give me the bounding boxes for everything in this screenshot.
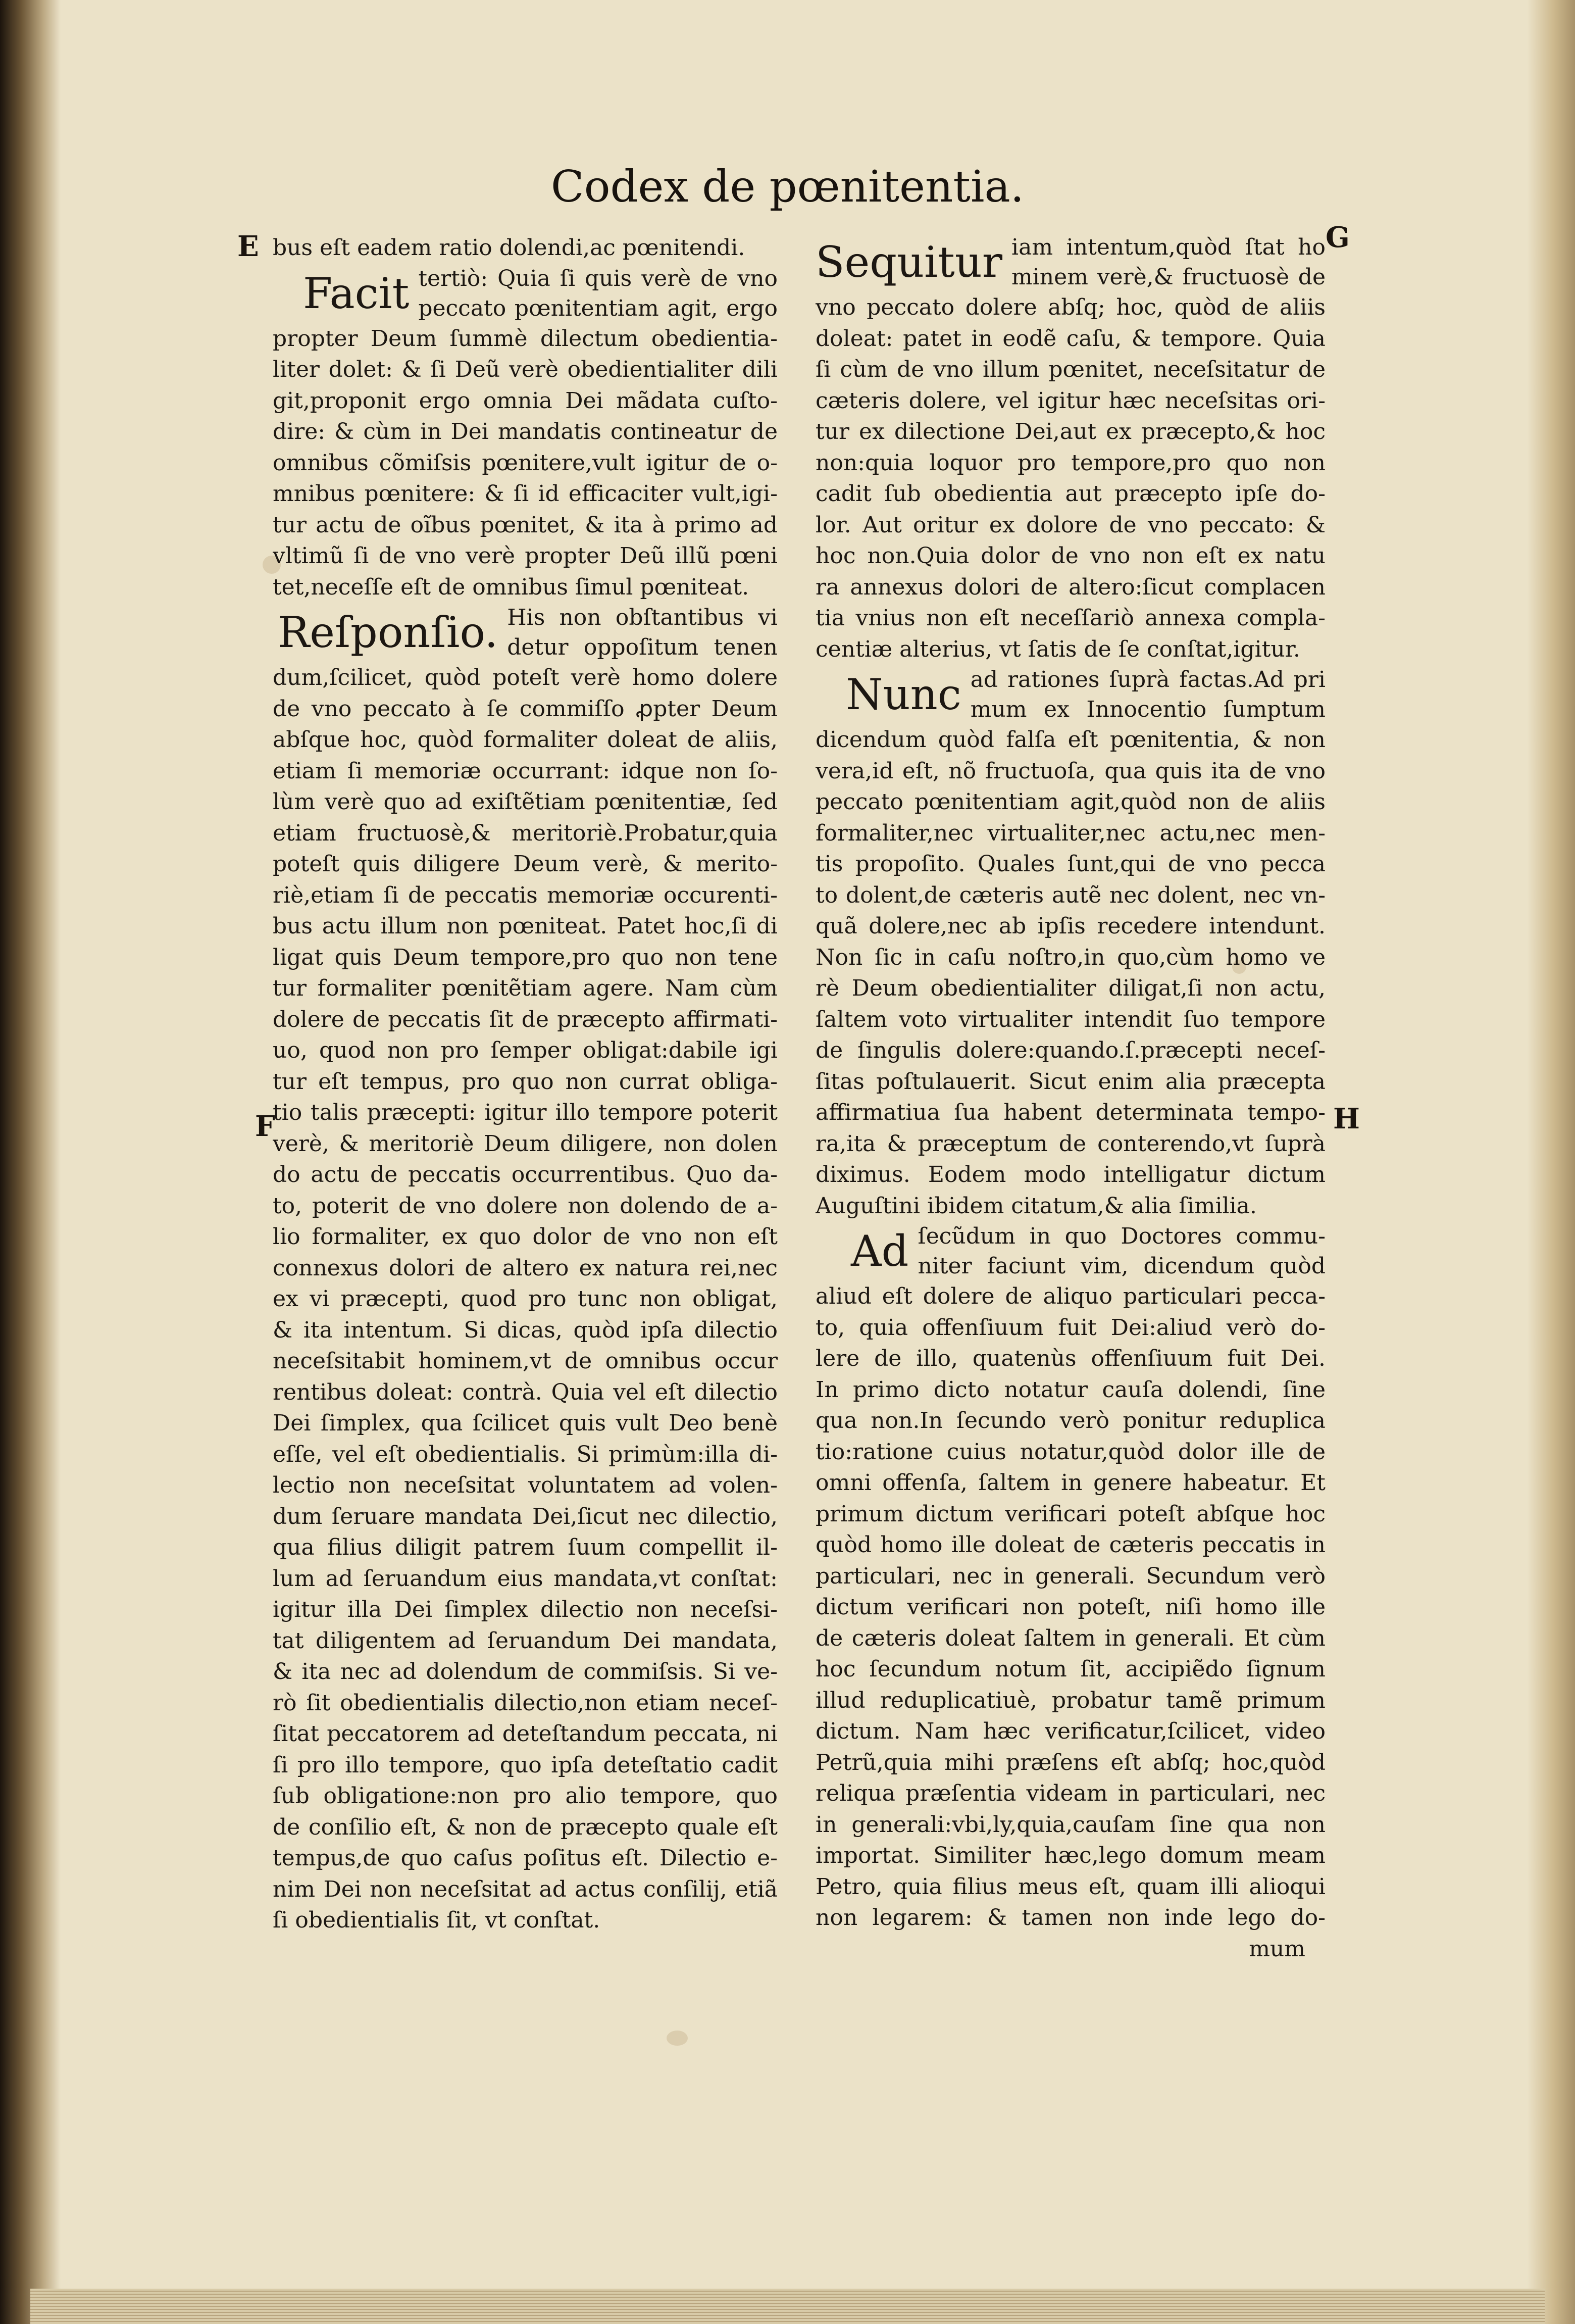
text-line: ex vi præcepti, quod pro tunc non obligat, <box>273 1286 778 1312</box>
text-line: hoc ſecundum notum ſit, accipiẽdo ſignum <box>816 1656 1326 1682</box>
text-line: & ita nec ad dolendum de commiſsis. Si ve- <box>273 1659 778 1685</box>
text-line: tur eſt tempus, pro quo non currat obliga- <box>273 1068 778 1095</box>
text-line: Dei ſimplex, qua ſcilicet quis vult Deo benè <box>273 1410 778 1436</box>
text-line: Auguſtini ibidem citatum,& alia ſimilia. <box>816 1193 1257 1219</box>
text-line: cæteris dolere, vel igitur hæc neceſsitas ori- <box>816 387 1326 414</box>
text-line: vltimũ ſi de vno verè propter Deũ illũ pœni <box>273 543 778 569</box>
text-line: dum ſeruare mandata Dei,ſicut nec dilectio, <box>273 1503 778 1529</box>
text-line: etiam fructuosè,& meritoriè.Probatur,quia <box>273 820 778 846</box>
text-line: quã dolere,nec ab ipſis recedere intendunt. <box>816 913 1326 939</box>
text-line: importat. Similiter hæc,lego domum meam <box>816 1843 1326 1868</box>
text-line: ſitas poſtulauerit. Sicut enim alia præcepta <box>816 1068 1326 1095</box>
text-line: do actu de peccatis occurrentibus. Quo da- <box>273 1162 778 1188</box>
text-line: ſub obligatione:non pro alio tempore, quo <box>273 1783 778 1809</box>
text-line: Petro, quia filius meus eſt, quam illi alioqui <box>816 1873 1326 1900</box>
head-lines <box>918 1221 1326 1281</box>
head-lines <box>418 264 778 323</box>
paragraph-head-sequitur <box>816 232 1326 292</box>
text-line: quòd homo ille doleat de cæteris peccatis in <box>816 1532 1326 1558</box>
head-lines <box>1011 232 1326 292</box>
text-line: abſque hoc, quòd formaliter doleat de aliis, <box>273 727 778 753</box>
text-line: aliud eſt dolere de aliquo particulari pecca- <box>816 1283 1326 1309</box>
text-line: igitur illa Dei ſimplex dilectio non neceſsi- <box>273 1597 778 1622</box>
paragraph-body <box>816 292 1326 665</box>
binding-shadow <box>0 0 61 2324</box>
text-line: ſaltem voto virtualiter intendit ſuo tempore <box>816 1006 1326 1032</box>
text-line: liter dolet: & ſi Deũ verè obedientialiter dili <box>273 357 778 382</box>
text-line: bus eſt eadem ratio dolendi,ac pœnitendi. <box>273 235 745 261</box>
text-line: Petrũ,quia mihi præſens eſt abſq; hoc,quòd <box>816 1749 1326 1775</box>
text-line: propter Deum ſummè dilectum obedientia- <box>273 325 778 352</box>
marginal-letter-e: E <box>237 230 259 263</box>
text-line: tet,neceſſe eſt de omnibus ſimul pœniteat. <box>273 574 749 600</box>
text-line: dictum. Nam hæc verificatur,ſcilicet, video <box>816 1718 1326 1744</box>
paragraph-head-facit <box>273 264 778 323</box>
head-word: Nunc <box>846 670 961 719</box>
text-line: ra annexus dolori de altero:ſicut complacen <box>816 574 1326 600</box>
page-stack-edge <box>30 2289 1545 2324</box>
text-line: ſecũdum in quo Doctores commu- <box>918 1223 1326 1249</box>
text-line: de ſingulis dolere:quando.ſ.præcepti neceſ- <box>816 1037 1326 1063</box>
text-line: dire: & cùm in Dei mandatis contineatur de <box>273 419 778 444</box>
text-line: de vno peccato à ſe commiſſo ꝓpter Deum <box>273 696 778 722</box>
text-line: detur oppoſitum tenen <box>507 634 778 660</box>
text-line: hoc non.Quia dolor de vno non eſt ex natu <box>816 543 1326 569</box>
head-lines <box>971 665 1326 724</box>
text-line: ſi pro illo tempore, quo ipſa deteſtatio cadit <box>273 1752 778 1778</box>
head-lines <box>507 603 778 662</box>
text-line: peccato pœnitentiam agit,quòd non de aliis <box>816 789 1326 815</box>
marginal-letter-g: G <box>1326 221 1350 254</box>
text-line: rò ſit obedientialis dilectio,non etiam neceſ- <box>273 1690 778 1716</box>
text-line: non legarem: & tamen non inde lego do- <box>816 1905 1326 1931</box>
foxing-spot <box>667 2031 688 2046</box>
text-line: qua non.In ſecundo verò ponitur reduplica <box>816 1408 1326 1433</box>
page-edge <box>1527 0 1575 2324</box>
text-line: ligat quis Deum tempore,pro quo non tene <box>273 944 778 970</box>
text-line: tur actu de oĩbus pœnitet, & ita à primo ad <box>273 512 778 538</box>
text-line: tio talis præcepti: igitur illo tempore poterit <box>273 1100 778 1125</box>
text-line: poteſt quis diligere Deum verè, & merito- <box>273 851 778 877</box>
text-line: in generali:vbi,ly,quia,cauſam ſine qua non <box>816 1811 1326 1838</box>
text-line: etiam ſi memoriæ occurrant: idque non ſo- <box>273 758 778 784</box>
text-line: riè,etiam ſi de peccatis memoriæ occurenti- <box>273 882 778 908</box>
text-line: reliqua præſentia videam in particulari, nec <box>816 1781 1326 1806</box>
text-line: ſi obedientialis ſit, vt conſtat. <box>273 1907 600 1933</box>
text-line: tis propoſito. Quales ſunt,qui de vno pecca <box>816 851 1326 877</box>
paragraph-body <box>273 662 778 1936</box>
paragraph-head-ad <box>816 1221 1326 1281</box>
text-line: vera,id eſt, nõ fructuoſa, qua quis ita de vno <box>816 758 1326 784</box>
text-line: uo, quod non pro ſemper obligat:dabile igi <box>273 1037 778 1063</box>
text-line: tur ex dilectione Dei,aut ex præcepto,& hoc <box>816 419 1326 444</box>
text-line: iam intentum,quòd ſtat ho <box>1011 234 1326 260</box>
text-line: mum ex Innocentio ſumptum <box>970 697 1326 722</box>
head-word: Reſponſio. <box>278 608 498 657</box>
text-line: Non ſic in caſu noſtro,in quo,cùm homo ve <box>816 944 1326 970</box>
text-line: eſſe, vel eſt obedientialis. Si primùm:illa di- <box>273 1441 778 1467</box>
text-line: peccato pœnitentiam agit, ergo <box>418 295 778 321</box>
text-line: niter faciunt vim, dicendum quòd <box>918 1253 1326 1279</box>
paragraph-body <box>273 323 778 603</box>
paragraph-head-responsio <box>273 603 778 662</box>
text-line: ſitat peccatorem ad deteſtandum peccata, ni <box>273 1721 778 1747</box>
text-line: cadit ſub obedientia aut præcepto ipſe do- <box>816 481 1326 507</box>
text-line: lum ad ſeruandum eius mandata,vt conſtat: <box>273 1565 778 1592</box>
text-line: rentibus doleat: contrà. Quia vel eſt dilectio <box>273 1379 778 1405</box>
paragraph-head-nunc <box>816 665 1326 724</box>
text-line: centiæ alterius, vt ſatis de ſe conſtat,igitur. <box>816 636 1300 662</box>
text-line: tia vnius non eſt neceſſariò annexa compla- <box>816 605 1326 631</box>
text-line: tur formaliter pœnitẽtiam agere. Nam cùm <box>273 975 778 1001</box>
text-line: ad rationes ſuprà factas.Ad pri <box>970 667 1326 693</box>
text-line: to, quia offenſiuum fuit Dei:aliud verò do- <box>816 1314 1326 1341</box>
text-line: lectio non neceſsitat voluntatem ad volen- <box>273 1472 778 1498</box>
text-line: git,proponit ergo omnia Dei mãdata cuſto- <box>273 387 778 414</box>
text-line: connexus dolori de altero ex natura rei,nec <box>273 1255 778 1281</box>
text-line: omnibus cõmiſsis pœnitere,vult igitur de o- <box>273 450 778 476</box>
text-line: doleat: patet in eodẽ caſu, & tempore. Quia <box>816 325 1326 352</box>
text-line: tempus,de quo caſus poſitus eſt. Dilectio e- <box>273 1845 778 1871</box>
text-line: affirmatiua ſua habent determinata tempo- <box>816 1100 1326 1125</box>
marginal-letter-f: F <box>255 1110 275 1143</box>
text-line: ra,ita & præceptum de conterendo,vt ſuprà <box>816 1130 1326 1157</box>
text-line: non:quia loquor pro tempore,pro quo non <box>816 450 1326 476</box>
text-line: & ita intentum. Si dicas, quòd ipſa dilectio <box>273 1317 778 1343</box>
text-line: dolere de peccatis ſit de præcepto affirmati- <box>273 1006 778 1032</box>
paragraph-body <box>816 1281 1326 1934</box>
text-line: omni offenſa, ſaltem in genere habeatur. Et <box>816 1470 1326 1496</box>
text-line: tio:ratione cuius notatur,quòd dolor ille de <box>816 1439 1326 1465</box>
text-line: dum,ſcilicet, quòd poteſt verè homo dolere <box>273 665 778 690</box>
text-line: nim Dei non neceſsitat ad actus conſilij, etiã <box>273 1876 778 1902</box>
text-line: de conſilio eſt, & non de præcepto quale eſt <box>273 1814 778 1840</box>
text-line: to, poterit de vno dolere non dolendo de a- <box>273 1193 778 1219</box>
text-line: illud reduplicatiuè, probatur tamẽ primum <box>816 1687 1326 1713</box>
text-line: ſi cùm de vno illum pœnitet, neceſsitatur de <box>816 357 1326 382</box>
running-title: Codex de pœnitentia. <box>550 162 1025 212</box>
head-word: Sequitur <box>816 237 1003 287</box>
text-line: lor. Aut oritur ex dolore de vno peccato: & <box>816 512 1326 538</box>
text-line: formaliter,nec virtualiter,nec actu,nec men- <box>816 820 1326 846</box>
text-line: lio formaliter, ex quo dolor de vno non eſt <box>273 1224 778 1250</box>
text-line: lere de illo, quatenùs offenſiuum fuit Dei. <box>816 1346 1326 1371</box>
text-line: primum dictum verificari poteſt abſque hoc <box>816 1501 1326 1527</box>
marginal-letter-h: H <box>1333 1102 1360 1135</box>
catchword: mum <box>1249 1936 1305 1962</box>
text-line: bus actu illum non pœniteat. Patet hoc,ſi di <box>273 913 778 939</box>
head-word: Facit <box>303 268 410 318</box>
text-line: tat diligentem ad ſeruandum Dei mandata, <box>273 1627 778 1654</box>
text-line: tertiò: Quia ſi quis verè de vno <box>418 265 778 291</box>
text-line: de cæteris doleat ſaltem in generali. Et cùm <box>816 1625 1326 1651</box>
text-line: particulari, nec in generali. Secundum verò <box>816 1563 1326 1589</box>
text-line: His non obſtantibus vi <box>507 605 778 630</box>
text-line: minem verè,& fructuosè de <box>1011 264 1326 290</box>
text-line: dictum verificari non poteſt, niſi homo ille <box>816 1594 1326 1620</box>
text-line: verè, & meritoriè Deum diligere, non dolen <box>273 1130 778 1157</box>
text-line: diximus. Eodem modo intelligatur dictum <box>816 1162 1326 1188</box>
text-line: In primo dicto notatur cauſa dolendi, ſine <box>816 1376 1326 1403</box>
text-line: vno peccato dolere abſq; hoc, quòd de aliis <box>816 294 1326 320</box>
paragraph-body <box>816 724 1326 1221</box>
text-line: mnibus pœnitere: & ſi id efficaciter vult,igi- <box>273 481 778 507</box>
text-line: neceſsitabit hominem,vt de omnibus occur <box>273 1348 778 1374</box>
text-line: lùm verè quo ad exiſtẽtiam pœnitentiæ, ſed <box>273 789 778 815</box>
head-word: Ad <box>851 1226 909 1276</box>
right-column <box>816 232 1326 1964</box>
text-line: rè Deum obedientialiter diligat,ſi non actu, <box>816 975 1326 1001</box>
text-line: to dolent,de cæteris autẽ nec dolent, nec vn- <box>816 882 1326 908</box>
text-line: dicendum quòd falſa eſt pœnitentia, & non <box>816 727 1326 753</box>
text-line: qua filius diligit patrem ſuum compellit il- <box>273 1535 778 1560</box>
left-column <box>273 232 778 1936</box>
